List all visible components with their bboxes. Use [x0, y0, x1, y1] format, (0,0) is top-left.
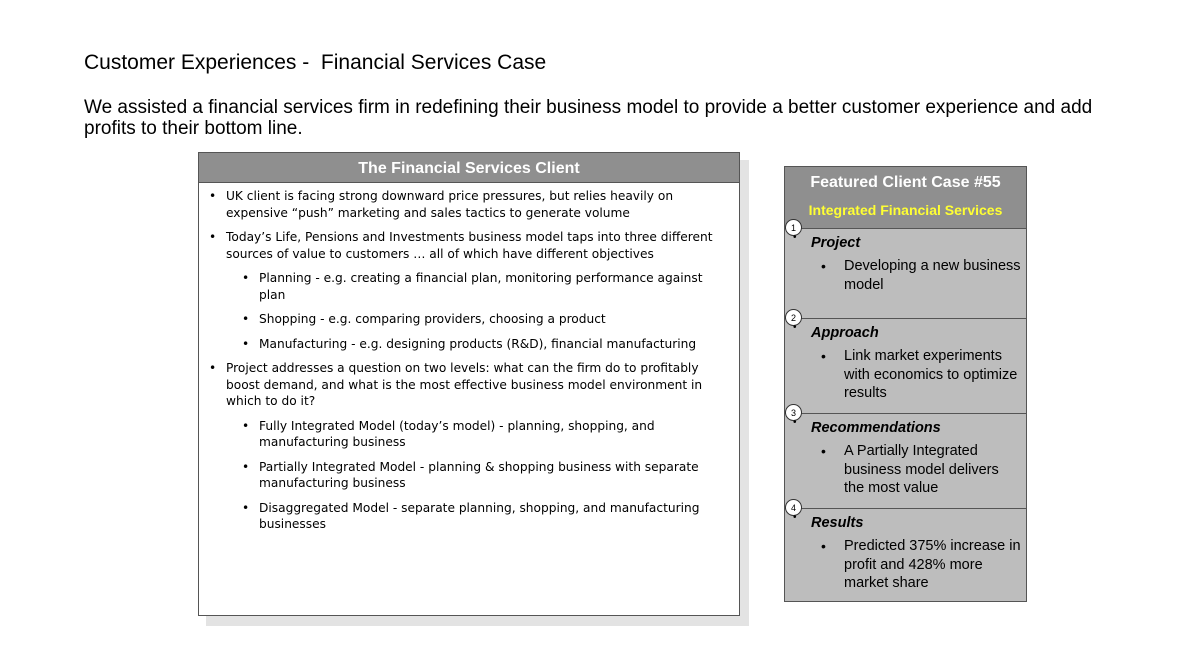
client-bullet: • Project addresses a question on two levels: what can the firm do to profitably boost demand, and what is the most effective business model environment in which to do it?: [207, 360, 731, 410]
bullet-dot: •: [793, 417, 797, 428]
section-text: Developing a new business model: [844, 258, 1021, 293]
section-heading: Approach: [811, 325, 879, 341]
client-sub-bullet: • Planning - e.g. creating a financial plan, monitoring performance against plan: [240, 270, 731, 303]
case-section-results: [785, 503, 1026, 601]
case-panel: [784, 166, 1027, 602]
case-panel-header: [785, 167, 1026, 229]
client-panel-body: [199, 183, 739, 533]
case-panel-title: Featured Client Case #55: [810, 174, 1001, 191]
section-text: Link market experiments with economics to optimize results: [844, 348, 1018, 401]
bullet-dot: •: [821, 258, 826, 274]
client-bullet: • UK client is facing strong downward price pressures, but relies heavily on expensive “push” marketing and sales tactics to generate volume: [207, 188, 731, 221]
section-heading: Results: [811, 515, 864, 531]
case-section-project: [785, 223, 1026, 319]
step-number-badge: 1: [785, 219, 802, 236]
bullet-dot: •: [793, 322, 797, 333]
section-text: A Partially Integrated business model delivers the most value: [844, 443, 999, 496]
client-panel: [198, 152, 740, 616]
case-section-recommendations: [785, 408, 1026, 509]
client-sub-bullet: • Manufacturing - e.g. designing products (R&D), financial manufacturing: [240, 336, 731, 353]
client-panel-title: The Financial Services Client: [199, 153, 739, 183]
bullet-dot: •: [793, 232, 797, 243]
bullet-dot: •: [793, 512, 797, 523]
page-title: Customer Experiences - Financial Services Case: [84, 51, 547, 74]
client-sub-bullet: • Shopping - e.g. comparing providers, choosing a product: [240, 311, 731, 328]
client-sub-bullet: • Disaggregated Model - separate planning, shopping, and manufacturing businesses: [240, 500, 731, 533]
bullet-dot: •: [821, 538, 826, 554]
case-panel-subtitle: Integrated Financial Services: [808, 202, 1003, 218]
client-bullet: • Today’s Life, Pensions and Investments business model taps into three different sources of value to customers … all of which have different objectives: [207, 229, 731, 262]
client-sub-bullet: • Fully Integrated Model (today’s model) - planning, shopping, and manufacturing business: [240, 418, 731, 451]
client-sub-bullet: • Partially Integrated Model - planning & shopping business with separate manufacturing business: [240, 459, 731, 492]
bullet-dot: •: [821, 348, 826, 364]
page-subtitle: We assisted a financial services firm in redefining their business model to provide a better customer experience and add profits to their bottom line.: [84, 97, 1093, 139]
bullet-dot: •: [821, 443, 826, 459]
section-heading: Recommendations: [811, 420, 941, 436]
section-heading: Project: [811, 235, 861, 251]
case-section-approach: [785, 313, 1026, 414]
step-number-badge: 3: [785, 404, 802, 421]
step-number-badge: 4: [785, 499, 802, 516]
step-number-badge: 2: [785, 309, 802, 326]
section-text: Predicted 375% increase in profit and 428% more market share: [844, 538, 1021, 591]
